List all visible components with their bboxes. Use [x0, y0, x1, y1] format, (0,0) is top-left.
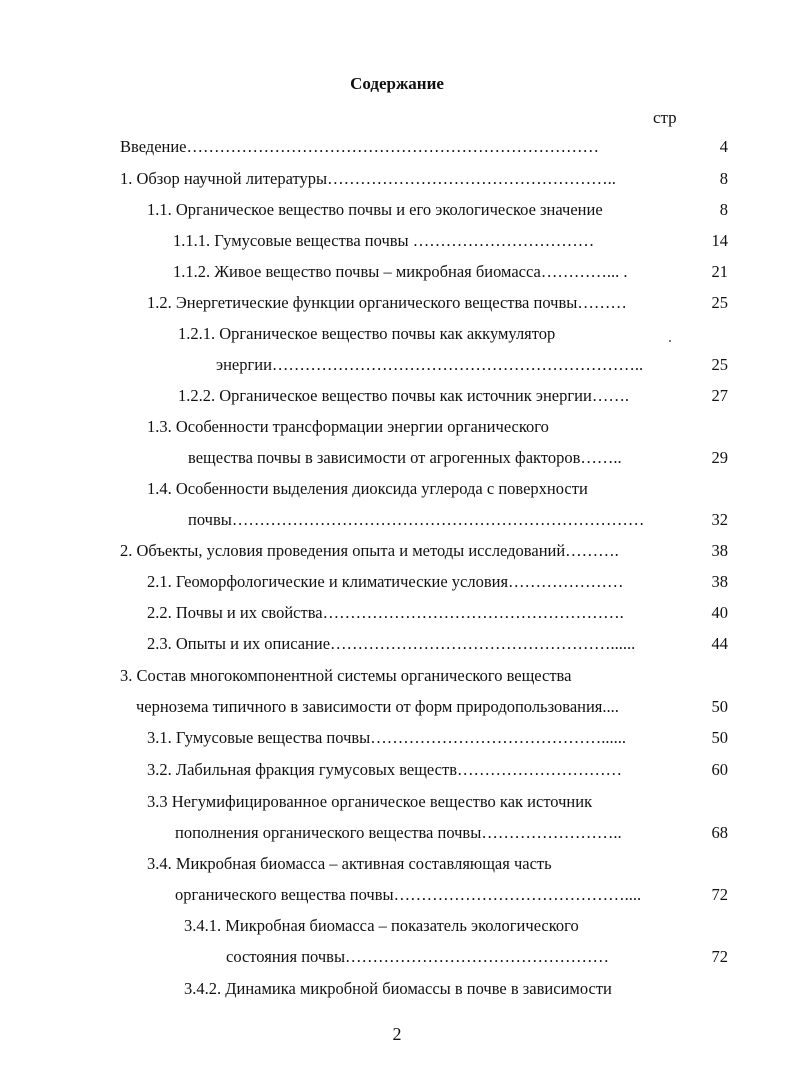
- toc-page-number: 4: [719, 137, 728, 156]
- toc-page-number: 14: [711, 231, 728, 250]
- toc-entry: 1.4. Особенности выделения диоксида углерода с поверхности: [147, 479, 588, 498]
- toc-entry: 3.1. Гумусовые вещества почвы……………………………………......: [147, 728, 626, 747]
- toc-entry: 1.1.1. Гумусовые вещества почвы ……………………………: [173, 231, 595, 250]
- scan-speck: [669, 340, 671, 342]
- toc-entry: 3.3 Негумифицированное органическое вещество как источник: [147, 792, 593, 811]
- toc-entry: состояния почвы…………………………………………: [226, 947, 610, 966]
- toc-entry: 2. Объекты, условия проведения опыта и методы исследований……….: [120, 541, 619, 560]
- toc-entry: вещества почвы в зависимости от агрогенных факторов……..: [188, 448, 622, 467]
- toc-entry: 3.4.2. Динамика микробной биомассы в почве в зависимости: [184, 979, 612, 998]
- toc-page-number: 8: [719, 200, 728, 219]
- toc-entry: 2.3. Опыты и их описание……………………………………………......: [147, 634, 636, 653]
- toc-entry: 1. Обзор научной литературы……………………………………………..: [120, 169, 616, 188]
- toc-entry: почвы…………………………………………………………………: [188, 510, 645, 529]
- toc-entry: 2.1. Геоморфологические и климатические условия…………………: [147, 572, 624, 591]
- toc-page-number: 72: [711, 885, 728, 904]
- toc-page-number: 72: [711, 947, 728, 966]
- toc-page-number: 50: [711, 728, 728, 747]
- toc-entry: 3.2. Лабильная фракция гумусовых веществ…………………………: [147, 760, 622, 779]
- toc-page-number: 44: [711, 634, 728, 653]
- toc-page-number: 25: [711, 293, 728, 312]
- toc-entry: 1.3. Особенности трансформации энергии органического: [147, 417, 549, 436]
- toc-page-number: 32: [711, 510, 728, 529]
- toc-entry: 3. Состав многокомпонентной системы органического вещества: [120, 666, 572, 685]
- toc-page-number: 60: [711, 760, 728, 779]
- toc-page-number: 25: [711, 355, 728, 374]
- toc-page-number: 50: [711, 697, 728, 716]
- page-column-header: стр: [653, 108, 677, 127]
- toc-page-number: 38: [711, 572, 728, 591]
- toc-page-number: 38: [711, 541, 728, 560]
- toc-entry: 2.2. Почвы и их свойства……………………………………………….: [147, 603, 624, 622]
- toc-entry: 1.1. Органическое вещество почвы и его экологическое значение: [147, 200, 603, 219]
- toc-entry: 1.2.2. Органическое вещество почвы как источник энергии…….: [178, 386, 629, 405]
- toc-entry: пополнения органического вещества почвы……………………..: [175, 823, 622, 842]
- toc-entry: чернозема типичного в зависимости от форм природопользования....: [136, 697, 619, 716]
- toc-entry: органического вещества почвы……………………………………....: [175, 885, 642, 904]
- toc-page-number: 27: [711, 386, 728, 405]
- page-title: Содержание: [350, 74, 444, 93]
- toc-entry: 1.1.2. Живое вещество почвы – микробная биомасса…………... .: [173, 262, 628, 281]
- toc-page-number: 8: [719, 169, 728, 188]
- toc-page-number: 68: [711, 823, 728, 842]
- toc-entry: 3.4. Микробная биомасса – активная составляющая часть: [147, 854, 552, 873]
- toc-entry: Введение…………………………………………………………………: [120, 137, 600, 156]
- toc-entry: 1.2. Энергетические функции органического вещества почвы………: [147, 293, 627, 312]
- toc-page-number: 29: [711, 448, 728, 467]
- toc-entry: энергии…………………………………………………………..: [216, 355, 644, 374]
- toc-entry: 3.4.1. Микробная биомасса – показатель экологического: [184, 916, 579, 935]
- toc-entry: 1.2.1. Органическое вещество почвы как аккумулятор: [178, 324, 556, 343]
- toc-page-number: 40: [711, 603, 728, 622]
- page-number: 2: [392, 1024, 402, 1044]
- toc-page-number: 21: [711, 262, 728, 281]
